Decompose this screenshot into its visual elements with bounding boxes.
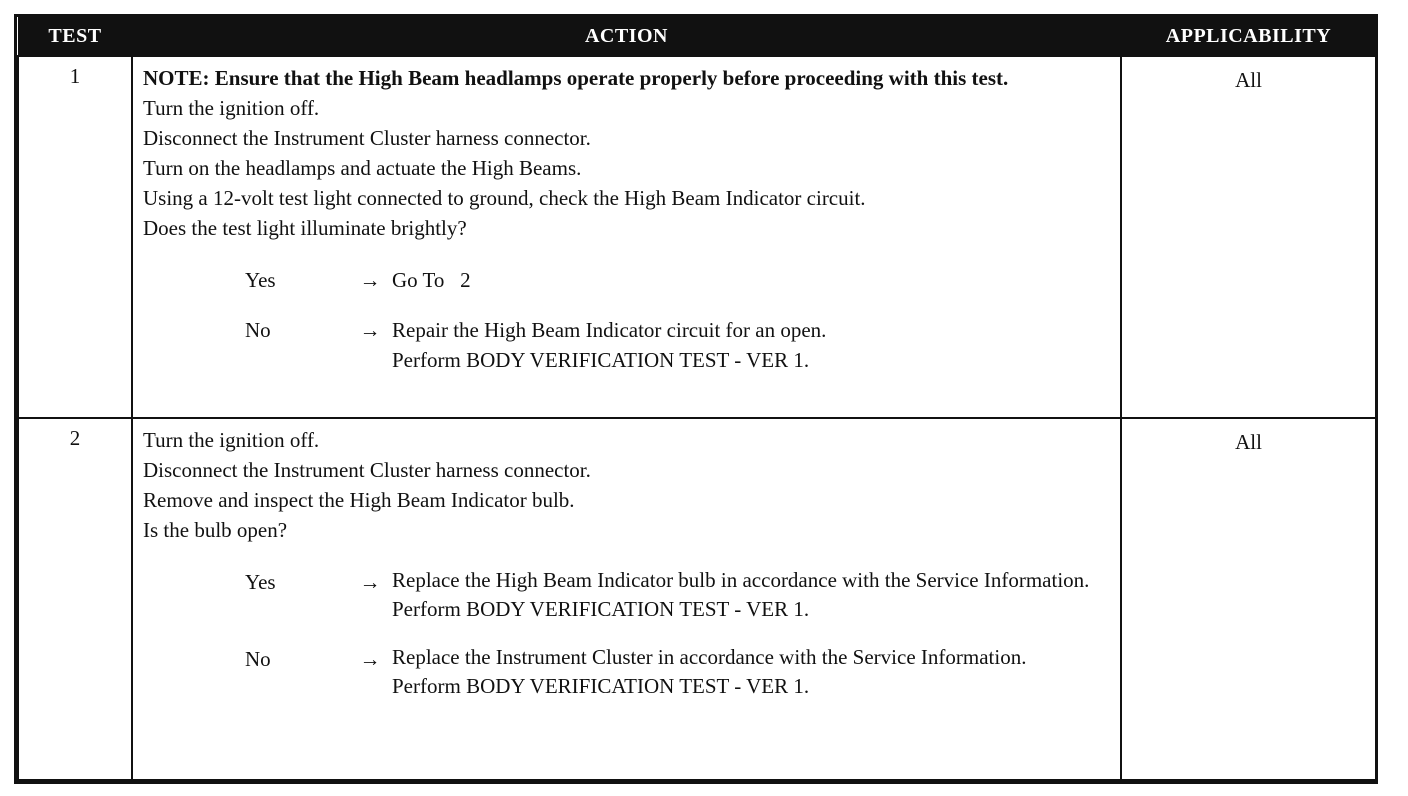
response-yes xyxy=(143,567,1112,624)
header-row xyxy=(18,17,1376,56)
response-line: Perform BODY VERIFICATION TEST - VER 1. xyxy=(392,597,810,621)
step-text: Does the test light illuminate brightly? xyxy=(143,216,467,240)
header-test: TEST xyxy=(18,17,132,56)
response-text xyxy=(392,265,1112,295)
response-label: No xyxy=(245,318,271,342)
response-line: Replace the High Beam Indicator bulb in accordance with the Service Information. xyxy=(392,568,1090,592)
response-no xyxy=(143,644,1112,701)
arrow-icon: → xyxy=(359,647,381,671)
response-text xyxy=(392,315,1112,375)
response-text xyxy=(392,567,1112,624)
response-label: No xyxy=(245,647,271,671)
action-cell xyxy=(132,418,1121,780)
step-text: Turn the ignition off. xyxy=(143,428,320,452)
applicability-value: All xyxy=(1121,56,1376,418)
response-label: Yes xyxy=(245,268,276,292)
response-text xyxy=(392,644,1112,701)
step-text: Disconnect the Instrument Cluster harness connector. xyxy=(143,126,591,150)
response-line: Go To 2 xyxy=(392,268,471,292)
response-line: Perform BODY VERIFICATION TEST - VER 1. xyxy=(392,674,810,698)
header-applicability: APPLICABILITY xyxy=(1121,17,1376,56)
arrow-icon: → xyxy=(359,268,381,292)
arrow-icon: → xyxy=(359,570,381,594)
step-text: Turn the ignition off. xyxy=(143,96,320,120)
table-row xyxy=(18,418,1376,780)
step-text: Using a 12-volt test light connected to ground, check the High Beam Indicator circuit. xyxy=(143,186,866,210)
action-cell xyxy=(132,56,1121,418)
response-line: Perform BODY VERIFICATION TEST - VER 1. xyxy=(392,348,810,372)
response-no xyxy=(143,315,1112,375)
response-line: Replace the Instrument Cluster in accordance with the Service Information. xyxy=(392,645,1027,669)
arrow-icon: → xyxy=(359,318,381,342)
step-text: Disconnect the Instrument Cluster harness connector. xyxy=(143,458,591,482)
header-action: ACTION xyxy=(132,17,1121,56)
response-line: Repair the High Beam Indicator circuit for an open. xyxy=(392,318,827,342)
applicability-value: All xyxy=(1121,418,1376,780)
response-label: Yes xyxy=(245,570,276,594)
step-text: Turn on the headlamps and actuate the High Beams. xyxy=(143,156,582,180)
step-text: Is the bulb open? xyxy=(143,518,288,542)
response-yes xyxy=(143,265,1112,295)
step-text: Remove and inspect the High Beam Indicator bulb. xyxy=(143,488,575,512)
note-text: NOTE: Ensure that the High Beam headlamps operate properly before proceeding with this test. xyxy=(143,66,1009,90)
diagnostic-test-table xyxy=(14,14,1378,784)
test-number: 1 xyxy=(18,56,132,418)
table-row xyxy=(18,56,1376,418)
test-number: 2 xyxy=(18,418,132,780)
test-table xyxy=(17,17,1377,781)
